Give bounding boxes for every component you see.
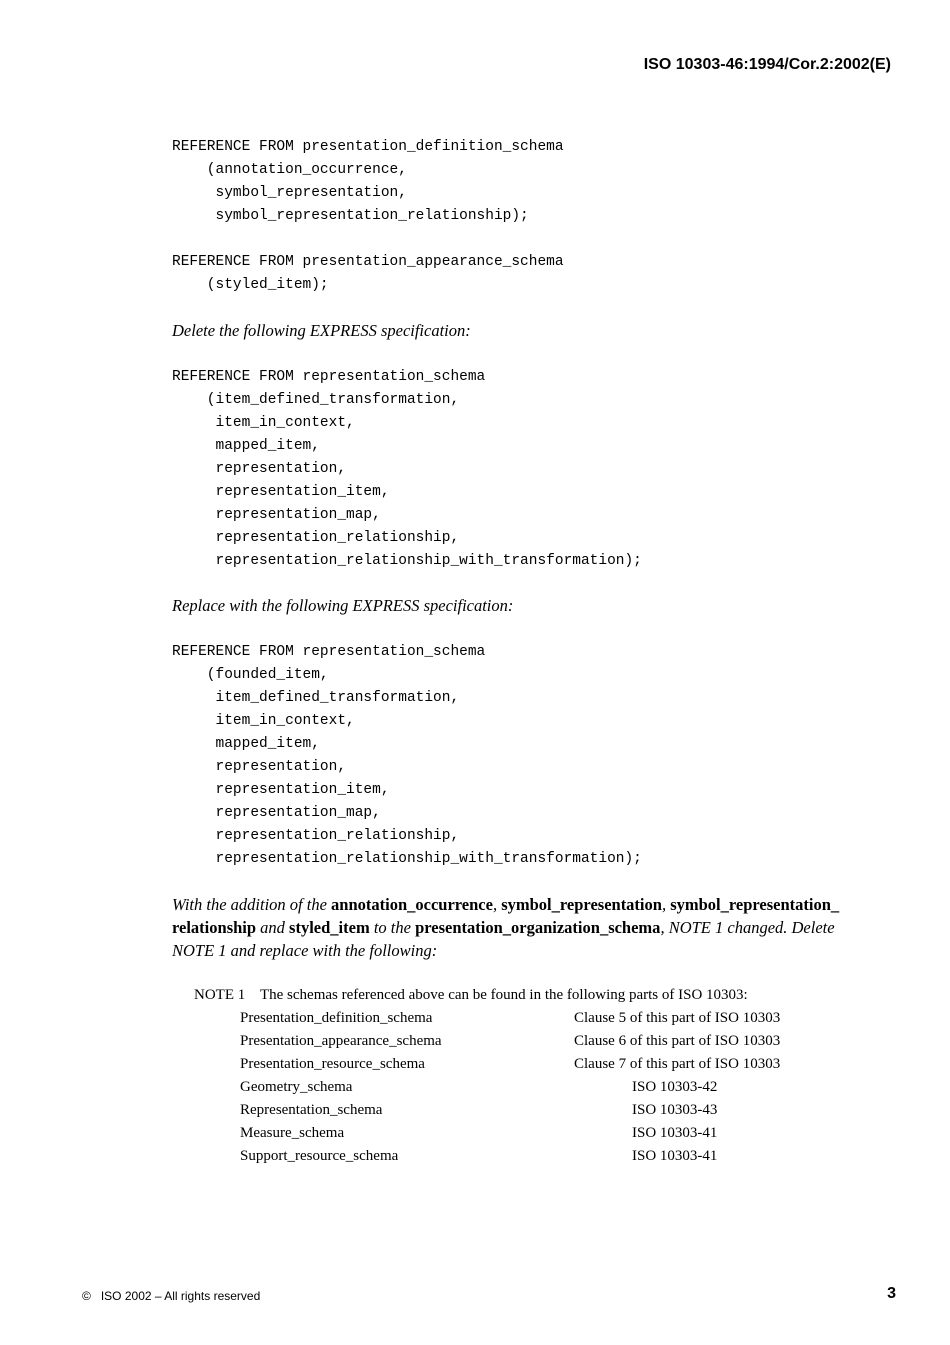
code-line: (founded_item, <box>172 667 329 683</box>
note-schema-reference: ISO 10303-41 <box>632 1125 718 1141</box>
note-schema-reference: ISO 10303-42 <box>632 1079 718 1095</box>
code-line: (annotation_occurrence, <box>172 162 407 178</box>
code-line: symbol_representation, <box>172 185 407 201</box>
delete-instruction: Delete the following EXPRESS specification: <box>172 321 471 340</box>
express-code-block-references <box>172 136 564 297</box>
note-schema-reference: Clause 5 of this part of ISO 10303 <box>574 1010 781 1026</box>
note-schema-name: Representation_schema <box>240 1102 383 1118</box>
express-code-block-old <box>172 366 642 573</box>
paragraph-line-2: relationship and styled_item to the presentation_organization_schema, NOTE 1 changed. Delete <box>172 918 835 937</box>
note-schema-reference: ISO 10303-43 <box>632 1102 718 1118</box>
paragraph-line-3: NOTE 1 and replace with the following: <box>172 941 438 960</box>
code-line: REFERENCE FROM presentation_definition_schema <box>172 139 564 155</box>
code-line: representation_item, <box>172 484 390 500</box>
code-line: mapped_item, <box>172 736 320 752</box>
code-line: item_in_context, <box>172 713 355 729</box>
note-schema-name: Presentation_appearance_schema <box>240 1033 442 1049</box>
paragraph-line-1: With the addition of the annotation_occurrence, symbol_representation, symbol_representation_ <box>172 895 840 914</box>
code-line: representation_map, <box>172 507 381 523</box>
note-schema-name: Support_resource_schema <box>240 1148 399 1164</box>
code-line: REFERENCE FROM presentation_appearance_schema <box>172 254 564 270</box>
replace-instruction: Replace with the following EXPRESS specification: <box>172 596 514 615</box>
note-1-intro: NOTE 1 The schemas referenced above can be found in the following parts of ISO 10303: <box>194 987 748 1003</box>
code-line: item_defined_transformation, <box>172 690 460 706</box>
note-schema-reference: Clause 6 of this part of ISO 10303 <box>574 1033 781 1049</box>
code-line: representation_relationship, <box>172 828 460 844</box>
document-id-header: ISO 10303-46:1994/Cor.2:2002(E) <box>643 56 891 73</box>
note-schema-reference: ISO 10303-41 <box>632 1148 718 1164</box>
code-line: mapped_item, <box>172 438 320 454</box>
code-line: (styled_item); <box>172 277 329 293</box>
page-number: 3 <box>887 1285 896 1302</box>
code-line: representation_relationship_with_transformation); <box>172 851 642 867</box>
express-code-block-new <box>172 641 642 871</box>
note-schema-name: Presentation_definition_schema <box>240 1010 433 1026</box>
note-schema-name: Measure_schema <box>240 1125 345 1141</box>
code-line: representation_relationship, <box>172 530 460 546</box>
copyright-footer: © ISO 2002 – All rights reserved <box>82 1289 261 1303</box>
code-line: item_in_context, <box>172 415 355 431</box>
note-schema-name: Geometry_schema <box>240 1079 353 1095</box>
code-line: REFERENCE FROM representation_schema <box>172 369 486 385</box>
code-line: (item_defined_transformation, <box>172 392 460 408</box>
code-line: REFERENCE FROM representation_schema <box>172 644 486 660</box>
change-description-paragraph <box>172 893 882 962</box>
code-line: representation, <box>172 759 347 775</box>
code-line: representation_item, <box>172 782 390 798</box>
code-line: representation, <box>172 461 347 477</box>
code-line: symbol_representation_relationship); <box>172 208 529 224</box>
code-line: representation_relationship_with_transformation); <box>172 553 642 569</box>
code-line: representation_map, <box>172 805 381 821</box>
note-schema-name: Presentation_resource_schema <box>240 1056 425 1072</box>
note-schema-reference: Clause 7 of this part of ISO 10303 <box>574 1056 781 1072</box>
